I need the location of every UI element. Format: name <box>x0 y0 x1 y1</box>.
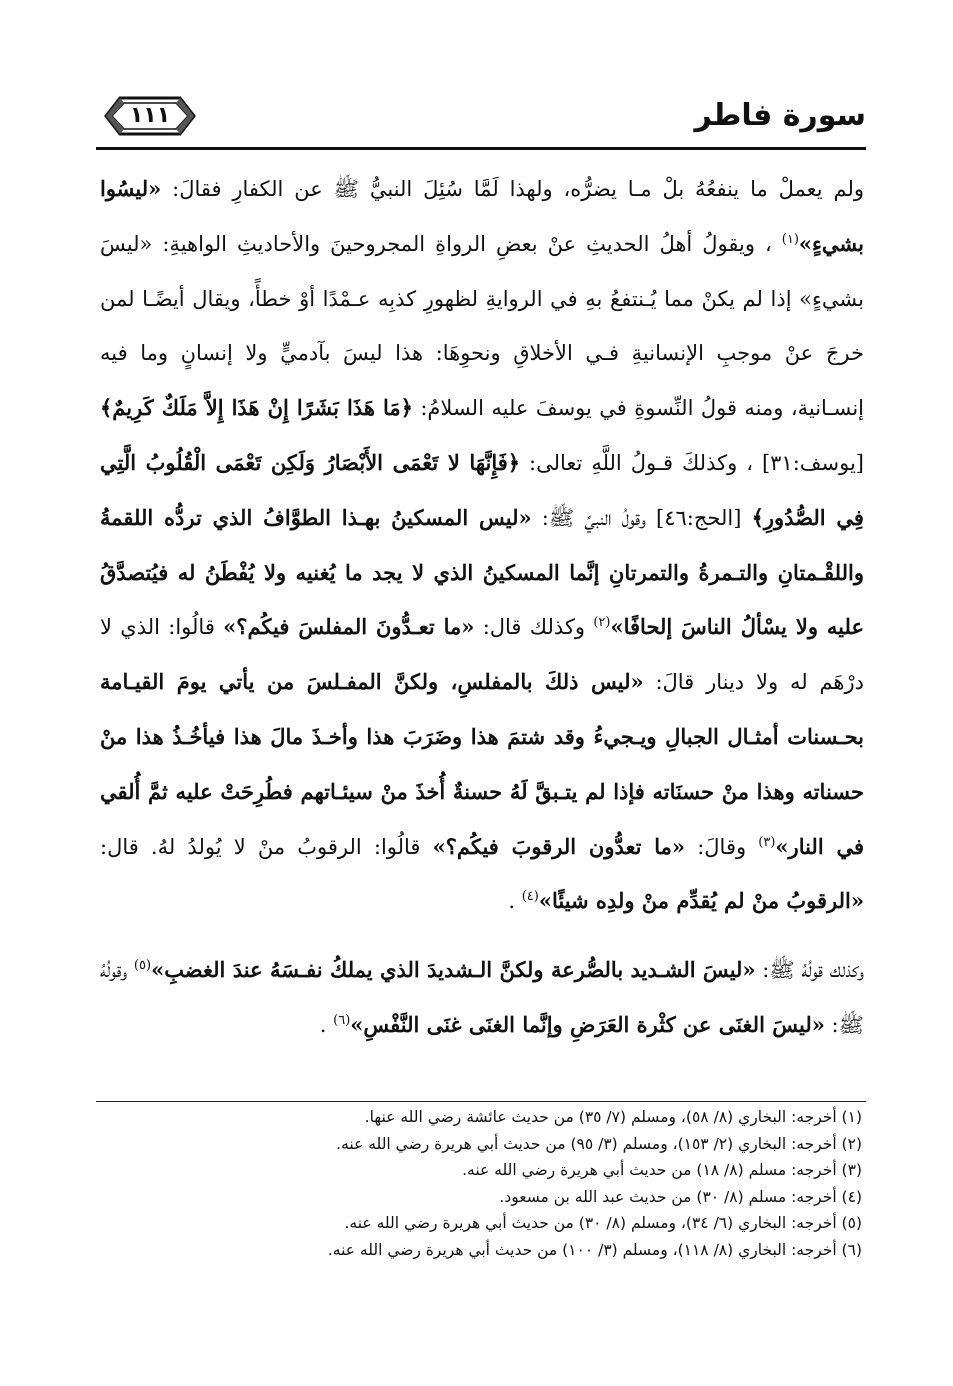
header-divider <box>96 147 866 150</box>
hadith-quote: «ليسَ الغنَى عن كثْرة العَرَضِ وإنَّما الغنَى غنَى النَّفْسِ» <box>350 1011 825 1037</box>
hadith-quote: «ليسُوا بشيءٍ» <box>100 176 864 256</box>
page-number: ١١١ <box>129 103 171 128</box>
page-header <box>96 88 866 150</box>
hadith-quote: «ليسَ الشـديد بالصُّرعة ولكنَّ الـشديدَ الذي يملكُ نفـسَهُ عندَ الغضبِ» <box>151 957 756 983</box>
text-span: ولم يعملْ ما ينفعُهُ بلْ مـا يضرُّه، ولهذا لَمَّا سُئِلَ النبيُّ ﷺ عن الكفارِ فقالَ: <box>161 177 864 201</box>
footnotes <box>100 1104 862 1264</box>
verse-reference: [الحج:٤٦] <box>656 505 752 530</box>
paragraph-2 <box>100 943 864 1053</box>
text-span: قالُوا: الذي لا درْهَم له ولا دينار قالَ: <box>100 615 864 695</box>
text-span: قالُوا: الرقوبُ منْ لا يُولدُ لهُ. قال: <box>100 834 433 859</box>
hadith-quote: «ليس المسكينُ بهـذا الطوَّافُ الذي تردُّه اللقمةُ واللقْـمتانِ والتـمرةُ والتمرتانِ إنَّما المسكينُ الذي لا يجد ما يُغنيه ولا يُفْطَنُ له فيُتصدَّقُ عليه ولا يسْألُ الناسَ إلحافًا» <box>100 504 865 640</box>
text-span: وقالَ: <box>685 834 759 859</box>
footnote-marker: (٦) <box>333 1012 351 1028</box>
footnote-2: (٢) أخرجه: البخاري (٢/ ١٥٣)، ومسلم (٣/ ٩٥) من حديث أبي هريرة رضي الله عنه. <box>336 1134 862 1153</box>
text-span: وقولُ النبيِّ ﷺ: <box>531 505 657 530</box>
text-span: . <box>319 1012 334 1037</box>
footnote-marker: (٥) <box>133 958 152 974</box>
footnote-marker: (٢) <box>593 615 611 631</box>
footnote-3: (٣) أخرجه: مسلم (٨/ ١٨) من حديث أبي هريرة رضي الله عنه. <box>462 1161 862 1180</box>
footnote-4: (٤) أخرجه: مسلم (٨/ ٣٠) من حديث عبد الله بن مسعود. <box>499 1187 862 1206</box>
hadith-quote: «الرقوبُ منْ لم يُقدِّم منْ ولدِه شيئًا» <box>538 888 864 914</box>
footnote-marker: (٣) <box>758 834 776 850</box>
hadith-quote: «ما تعـدُّونَ المفلسَ فيكُم؟» <box>223 614 475 640</box>
hadith-quote: «ليس ذلكَ بالمفلسِ، ولكنَّ المفـلسَ من يأتي يومَ القيـامة بحـسنات أمثـال الجبالِ ويـجيءُ وقد شتمَ هذا وضَرَبَ هذا وأخـذَ مالَ هذا فيأخُـذُ هذا منْ حسناته وهذا منْ حسنَاته فإذا لم يتـبقَّ لَهُ حسنةٌ أُخذَ منْ سيئـاتهم فطُرِحَتْ عليه ثمَّ أُلقي في النار» <box>100 669 864 859</box>
footnote-marker: (٤) <box>521 889 539 905</box>
footnote-marker: (١) <box>781 231 799 247</box>
quran-verse: ﴿فَإِنَّهَا لا تَعْمَى الأَبْصَارُ وَلَكِن تَعْمَى الْقُلُوبُ الَّتِي فِي الصُّدُورِ﴾ <box>100 449 864 530</box>
verse-reference: [يوسف:٣١] <box>761 450 864 475</box>
paragraph-1 <box>100 162 864 929</box>
surah-title: سورة فاطر <box>694 98 866 133</box>
text-span: ، ويقولُ أهلُ الحديثِ عنْ بعضِ الرواةِ المجروحينَ والأحاديثِ الواهيةِ: «ليسَ بشيءٍ» إذا لم يكنْ مما يُـنتفعُ بهِ في الروايةِ لظهورِ كذبِه عـمْدًا أوْ خطأً، ويقال أيضًـا لمن خرجَ عنْ موجبِ الإنسانيةِ فـي الأخلاقِ ونحوِهَا: هذا ليسَ بآدميٍّ ولا إنسانٍ وما فيه إنسـانية، ومنه قولُ النِّسوةِ في يوسفَ عليه السلامُ: <box>100 231 865 421</box>
main-text <box>100 162 864 1053</box>
footnote-divider <box>96 1101 866 1102</box>
text-span: . <box>508 889 522 914</box>
text-span: ، وكذلكَ قـولُ اللَّهِ تعالى: <box>520 450 762 475</box>
text-span: وقولُهُ ﷺ: <box>100 958 864 1037</box>
text-span: وكذلك قولُهُ ﷺ: <box>755 958 864 983</box>
footnote-1: (١) أخرجه: البخاري (٨/ ٥٨)، ومسلم (٧/ ٣٥) من حديث عائشة رضي الله عنها. <box>364 1108 862 1126</box>
footnote-6: (٦) أخرجه: البخاري (٨/ ١١٨)، ومسلم (٣/ ١٠٠) من حديث أبي هريرة رضي الله عنه. <box>327 1240 862 1259</box>
text-span: وكذلك قال: <box>474 615 594 640</box>
hadith-quote: «ما تعدُّون الرقوبَ فيكُم؟» <box>432 833 686 859</box>
footnote-5: (٥) أخرجه: البخاري (٦/ ٣٤)، ومسلم (٨/ ٣٠) من حديث أبي هريرة رضي الله عنه. <box>344 1214 862 1233</box>
quran-verse: ﴿مَا هَذَا بَشَرًا إِنْ هَذَا إِلاَّ مَلَكٌ كَرِيمٌ﴾ <box>100 395 413 421</box>
page-number-badge <box>102 94 198 138</box>
